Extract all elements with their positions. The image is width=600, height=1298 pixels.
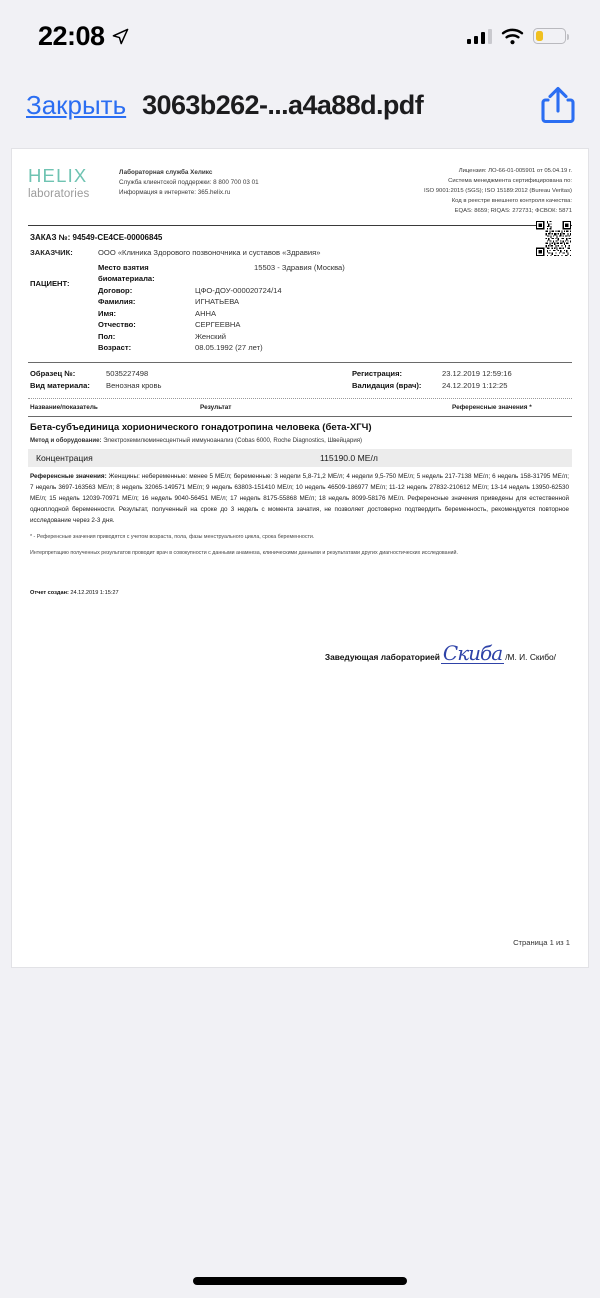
method-value: Электрохемилюминесцентный иммуноанализ (Cobas 6000, Roche Diagnostics, Швейцария) [103,437,363,445]
sample-key: Образец №: [30,368,76,378]
field-key: Отчество: [98,320,136,330]
reference-values-label: Референсные значения: [30,473,107,481]
signatory-name: /М. И. Скибо/ [505,652,556,663]
page-number: Страница 1 из 1 [513,938,570,947]
order-label: ЗАКАЗ №: [30,232,71,242]
column-header-name: Название/показатель [30,404,98,412]
field-value: СЕРГЕЕВНА [195,320,241,330]
method-row [28,433,572,449]
signature-label: Заведующая лабораторией [324,652,440,663]
field-value: Женский [195,331,226,341]
patient-block [28,257,572,354]
order-number-row [28,226,572,242]
results-table-header [28,399,572,416]
field-value: ЦФО-ДОУ-000020724/14 [195,285,282,295]
license-line: Лицензия: ЛО-66-01-005901 от 05.04.19 г. [458,168,572,174]
result-value: 115190.0 МЕ/л [320,453,378,464]
report-created-row [28,558,572,596]
status-bar-right [467,28,567,45]
sample-col-right [352,368,512,393]
sample-key: Вид материала: [30,381,90,391]
customer-label: ЗАКАЗЧИК: [30,247,73,257]
patient-field-row [98,319,572,331]
patient-field-row [98,308,572,320]
share-upload-icon[interactable] [540,85,576,125]
analyte-title: Бета-субъединица хорионического гонадотропина человека (бета-ХГЧ) [30,422,372,434]
field-key: Место взятия биоматериала: [98,262,155,284]
field-key: Фамилия: [98,297,136,307]
location-arrow-icon [112,28,129,45]
home-indicator[interactable] [193,1277,407,1285]
sample-col-left [30,368,352,393]
reference-values-text: Женщины: небеременные: менее 5 МЕ/л; беременные: 3 недели 5,8-71,2 МЕ/л; 4 недели 9,5-750 МЕ/л; 5 недель 217-7138 МЕ/л; 6 недель 158-31795 МЕ/л; 7 недель 3697-163563 МЕ/л; 8 недель 32065-149571 МЕ/л; 9 недель 63803-151410 МЕ/л; 10 недель 46509-186977 МЕ/л; 11-12 недель 27832-210612 МЕ/л; 13-14 недель 13950-62530 МЕ/л; 15 недель 12039-70971 МЕ/л; 16 недель 9040-56451 МЕ/л; 17 недель 8175-55868 МЕ/л; 18 недель 8099-58176 МЕ/л. Референсные значения приведены для естественной одноплодной беременности. Результат, полученный на сроке до 3 недель с момента зачатия, не позволяет достоверно подтвердить беременность, рекомендуется повторное исследование через 2-3 дня. [30,473,569,524]
sample-keys [30,368,106,393]
brand-line-2: Служба клиентской поддержки: 8 800 700 03 01 [119,179,259,187]
sample-grid [28,363,572,399]
patient-field-row [98,342,572,354]
footnote-1: * - Референсные значения приводятся с учетом возраста, пола, фазы менструального цикла, срока беременности. [30,533,315,540]
battery-icon [533,28,566,44]
handwritten-signature: Скиба [442,641,503,666]
result-name: Концентрация [36,453,93,464]
patient-field-row [98,296,572,308]
logo-secondary-text: laboratories [28,187,90,200]
result-row [28,449,572,467]
sample-keys [352,368,442,393]
field-value: 15503 - Здравия (Москва) [254,262,345,272]
method-label: Метод и оборудование: [30,437,102,445]
signature-area [28,596,572,664]
patient-fields [98,262,572,354]
sample-value: 24.12.2019 1:12:25 [442,381,508,391]
report-created-label: Отчет создан: [30,590,69,597]
field-value: АННА [195,308,217,318]
qr-code-icon [536,221,571,256]
sample-value: 5035227498 [106,368,149,378]
sample-key: Валидация (врач): [352,381,422,391]
brand-contact-lines [119,165,259,199]
customer-value: ООО «Клиника Здорового позвоночника и суставов «Здравия» [98,247,321,257]
document-header [28,163,572,217]
sample-section [28,362,572,400]
brand-block [28,163,259,200]
sample-values [106,368,162,393]
clock-time: 22:08 [38,20,105,51]
pdf-page [11,148,589,968]
patient-field-row [98,285,572,297]
patient-field-row [98,331,572,343]
column-header-result: Результат [200,404,232,412]
document-title: 3063b262-...a4a88d.pdf [142,89,424,120]
license-line: Код в реестре внешнего контроля качества: [451,197,572,204]
field-key: Пол: [98,331,116,341]
pdf-page-container[interactable] [0,148,600,968]
license-line: Система менеджмента сертифицирована по: [448,177,572,184]
sample-value: 23.12.2019 12:59:16 [442,368,512,378]
field-key: Договор: [98,285,133,295]
helix-logo [28,165,106,200]
sample-values [442,368,512,393]
ios-status-bar [0,0,600,62]
column-header-reference: Референсные значения * [452,404,532,412]
license-line: ISO 9001:2015 (SGS); ISO 15189:2012 (Bureau Veritas) [423,187,572,194]
customer-row [28,242,572,257]
footnote-2: Интерпретацию полученных результатов проводит врач в совокупности с данными анамнеза, клиническими данными и результатами других диагностических исследований. [30,549,458,556]
patient-field-row [98,262,572,285]
status-bar-left [38,21,129,52]
home-indicator-area [0,1264,600,1298]
order-value: 94549-CE4CE-00006845 [72,232,163,242]
pdf-viewer-toolbar [0,62,600,148]
field-key: Возраст: [98,343,132,353]
license-line: EQAS: 8659; RIQAS: 272731; ФСВОК: 5871 [454,207,572,214]
license-block [424,163,572,217]
brand-line-1: Лабораторная служба Хеликс [119,169,213,176]
reference-values-paragraph [28,467,572,526]
field-value: 08.05.1992 (27 лет) [195,343,263,353]
report-created-value: 24.12.2019 1:15:27 [70,590,119,597]
field-value: ИГНАТЬЕВА [195,297,240,307]
cellular-signal-icon [467,29,493,44]
sample-key: Регистрация: [352,368,403,378]
logo-primary-text: HELIX [28,165,88,186]
sample-value: Венозная кровь [106,381,162,391]
brand-line-3: Информация в интернете: 365.helix.ru [119,189,231,197]
field-key: Имя: [98,308,117,318]
close-button[interactable]: Закрыть [26,89,127,120]
patient-label: ПАЦИЕНТ: [30,278,70,288]
wifi-icon [501,28,524,45]
